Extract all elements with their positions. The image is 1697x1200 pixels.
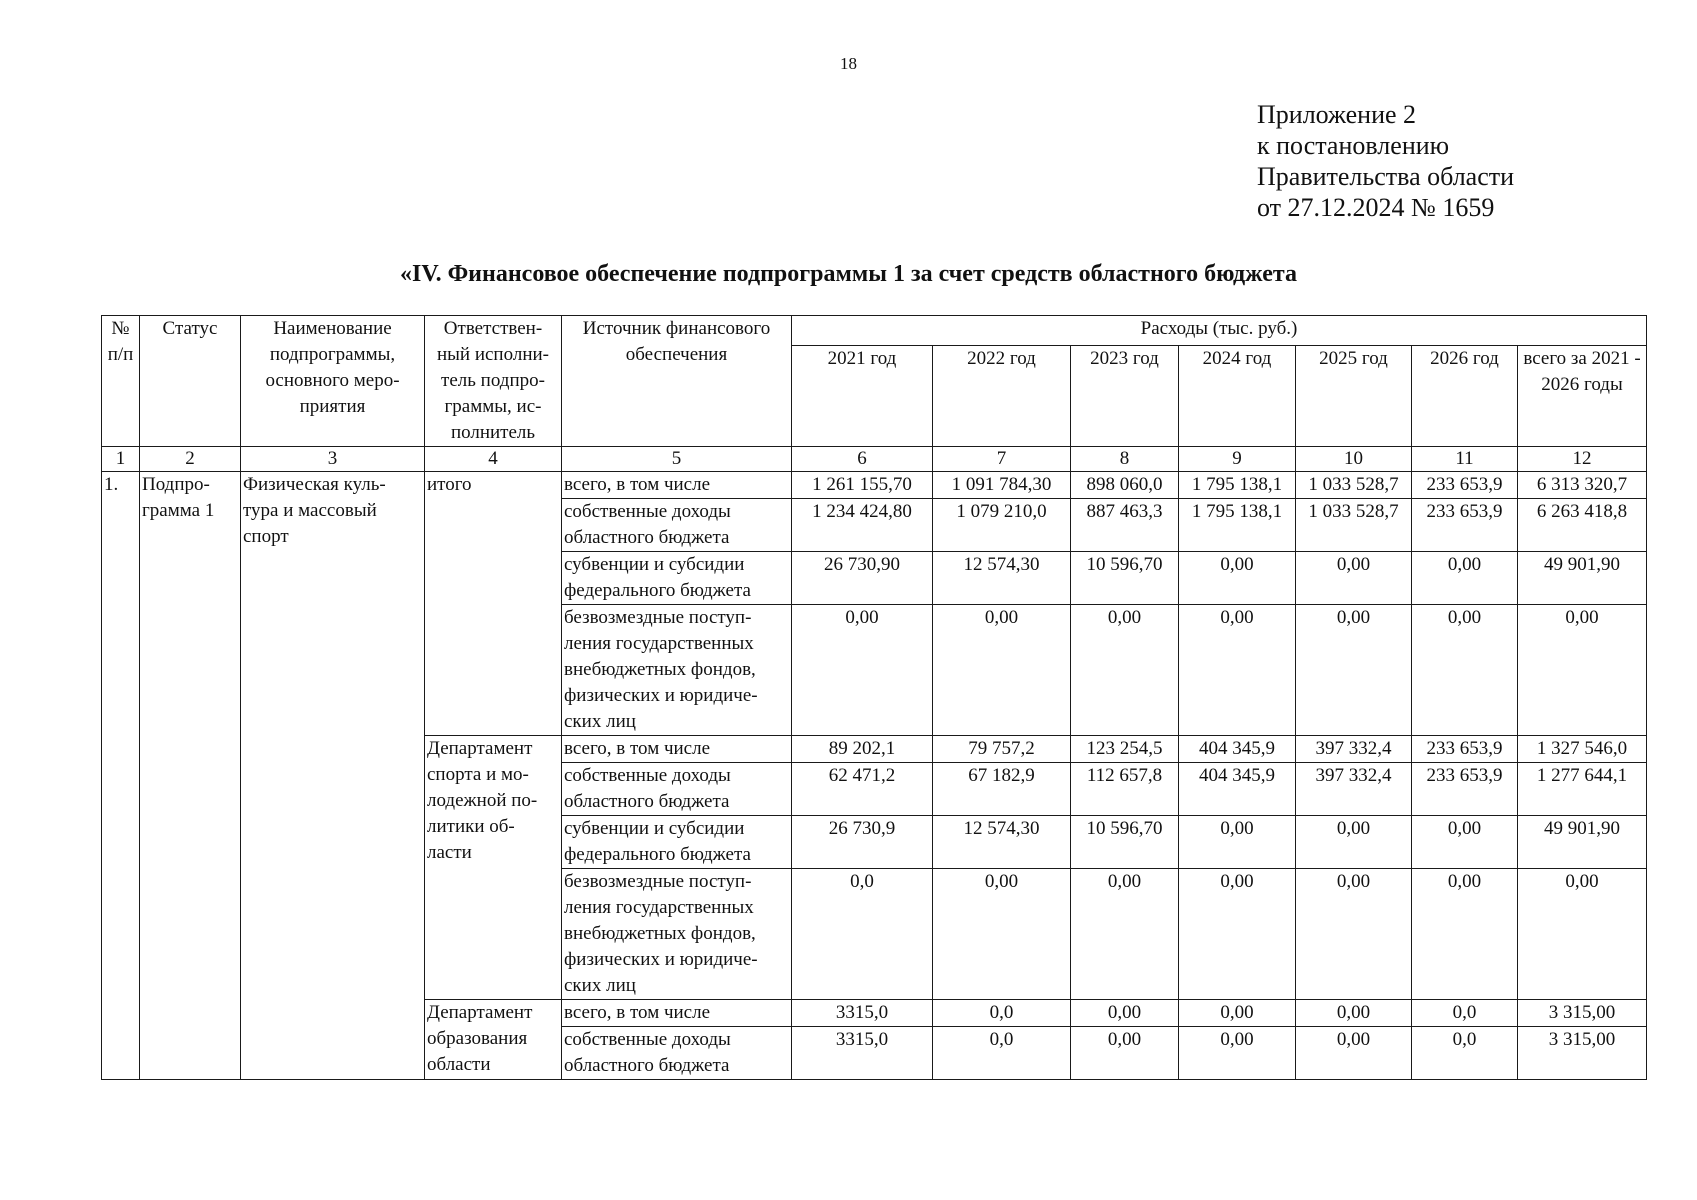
column-number: 6 xyxy=(792,447,933,472)
finance-table xyxy=(101,315,1647,1080)
header-year: 2026 год xyxy=(1412,346,1518,447)
column-number: 8 xyxy=(1071,447,1179,472)
value-cell: 1 033 528,7 xyxy=(1296,499,1412,552)
value-cell: 404 345,9 xyxy=(1179,763,1296,816)
value-cell: 0,00 xyxy=(1412,869,1518,1000)
value-cell: 3315,0 xyxy=(792,1027,933,1080)
header-no: № п/п xyxy=(102,316,140,447)
value-cell: 1 091 784,30 xyxy=(933,472,1071,499)
value-cell: 0,00 xyxy=(1296,552,1412,605)
value-cell: 1 079 210,0 xyxy=(933,499,1071,552)
table-row xyxy=(102,472,1647,499)
value-cell: 1 795 138,1 xyxy=(1179,499,1296,552)
value-cell: 112 657,8 xyxy=(1071,763,1179,816)
value-cell: 1 234 424,80 xyxy=(792,499,933,552)
value-cell: 0,0 xyxy=(1412,1027,1518,1080)
row-status: Подпро- грамма 1 xyxy=(140,472,241,1080)
header-year: 2024 год xyxy=(1179,346,1296,447)
value-cell: 0,00 xyxy=(1179,1000,1296,1027)
value-cell: 0,00 xyxy=(1179,869,1296,1000)
value-cell: 0,00 xyxy=(1179,816,1296,869)
row-source: безвозмездные поступ- ления государственных внебюджетных фондов, физических и юридиче- ских лиц xyxy=(562,605,792,736)
value-cell: 1 261 155,70 xyxy=(792,472,933,499)
value-cell: 49 901,90 xyxy=(1518,552,1647,605)
value-cell: 3 315,00 xyxy=(1518,1000,1647,1027)
value-cell: 0,00 xyxy=(1071,1000,1179,1027)
row-source: безвозмездные поступ- ления государственных внебюджетных фондов, физических и юридиче- ских лиц xyxy=(562,869,792,1000)
appendix-block xyxy=(1257,99,1514,223)
row-executor: Департамент спорта и мо- лодежной по- литики об- ласти xyxy=(425,736,562,1000)
header-year: 2023 год xyxy=(1071,346,1179,447)
header-year: 2022 год xyxy=(933,346,1071,447)
value-cell: 6 313 320,7 xyxy=(1518,472,1647,499)
column-number: 2 xyxy=(140,447,241,472)
value-cell: 49 901,90 xyxy=(1518,816,1647,869)
appendix-line: Приложение 2 xyxy=(1257,100,1417,129)
header-executor: Ответствен- ный исполни- тель подпро- граммы, ис- полнитель xyxy=(425,316,562,447)
value-cell: 0,0 xyxy=(933,1027,1071,1080)
value-cell: 89 202,1 xyxy=(792,736,933,763)
row-executor: итого xyxy=(425,472,562,736)
document-title: «IV. Финансовое обеспечение подпрограммы 1 за счет средств областного бюджета xyxy=(399,261,1297,287)
value-cell: 898 060,0 xyxy=(1071,472,1179,499)
value-cell: 0,00 xyxy=(1412,816,1518,869)
header-expenses: Расходы (тыс. руб.) xyxy=(792,316,1647,346)
value-cell: 0,00 xyxy=(933,869,1071,1000)
value-cell: 0,00 xyxy=(1412,552,1518,605)
value-cell: 0,00 xyxy=(1518,605,1647,736)
value-cell: 6 263 418,8 xyxy=(1518,499,1647,552)
value-cell: 397 332,4 xyxy=(1296,763,1412,816)
appendix-line: от 27.12.2024 № 1659 xyxy=(1257,193,1495,222)
column-number: 10 xyxy=(1296,447,1412,472)
value-cell: 0,0 xyxy=(933,1000,1071,1027)
value-cell: 62 471,2 xyxy=(792,763,933,816)
row-source: всего, в том числе xyxy=(562,472,792,499)
column-number: 3 xyxy=(241,447,425,472)
header-year-total: всего за 2021 - 2026 годы xyxy=(1518,346,1647,447)
value-cell: 0,00 xyxy=(792,605,933,736)
value-cell: 3 315,00 xyxy=(1518,1027,1647,1080)
header-status: Статус xyxy=(140,316,241,447)
column-number: 4 xyxy=(425,447,562,472)
value-cell: 1 795 138,1 xyxy=(1179,472,1296,499)
value-cell: 0,00 xyxy=(933,605,1071,736)
value-cell: 0,00 xyxy=(1296,605,1412,736)
row-source: субвенции и субсидии федерального бюджета xyxy=(562,552,792,605)
row-source: всего, в том числе xyxy=(562,736,792,763)
value-cell: 10 596,70 xyxy=(1071,816,1179,869)
page-number: 18 xyxy=(840,54,857,73)
value-cell: 0,00 xyxy=(1179,1027,1296,1080)
column-numbers-row xyxy=(102,447,1647,472)
value-cell: 0,00 xyxy=(1071,1027,1179,1080)
column-number: 5 xyxy=(562,447,792,472)
value-cell: 0,00 xyxy=(1296,1000,1412,1027)
row-source: собственные доходы областного бюджета xyxy=(562,763,792,816)
value-cell: 0,00 xyxy=(1179,552,1296,605)
row-source: собственные доходы областного бюджета xyxy=(562,1027,792,1080)
value-cell: 0,00 xyxy=(1179,605,1296,736)
value-cell: 3315,0 xyxy=(792,1000,933,1027)
value-cell: 887 463,3 xyxy=(1071,499,1179,552)
appendix-line: Правительства области xyxy=(1257,162,1515,191)
value-cell: 0,00 xyxy=(1412,605,1518,736)
value-cell: 233 653,9 xyxy=(1412,472,1518,499)
column-number: 7 xyxy=(933,447,1071,472)
value-cell: 1 033 528,7 xyxy=(1296,472,1412,499)
value-cell: 1 277 644,1 xyxy=(1518,763,1647,816)
value-cell: 0,0 xyxy=(1412,1000,1518,1027)
header-year: 2021 год xyxy=(792,346,933,447)
value-cell: 67 182,9 xyxy=(933,763,1071,816)
appendix-line: к постановлению xyxy=(1257,131,1450,160)
column-number: 9 xyxy=(1179,447,1296,472)
row-source: субвенции и субсидии федерального бюджета xyxy=(562,816,792,869)
value-cell: 1 327 546,0 xyxy=(1518,736,1647,763)
value-cell: 10 596,70 xyxy=(1071,552,1179,605)
value-cell: 0,0 xyxy=(792,869,933,1000)
value-cell: 12 574,30 xyxy=(933,816,1071,869)
value-cell: 404 345,9 xyxy=(1179,736,1296,763)
value-cell: 26 730,9 xyxy=(792,816,933,869)
row-source: всего, в том числе xyxy=(562,1000,792,1027)
column-number: 1 xyxy=(102,447,140,472)
value-cell: 123 254,5 xyxy=(1071,736,1179,763)
value-cell: 0,00 xyxy=(1518,869,1647,1000)
value-cell: 0,00 xyxy=(1071,869,1179,1000)
row-number: 1. xyxy=(102,472,140,1080)
value-cell: 233 653,9 xyxy=(1412,763,1518,816)
value-cell: 0,00 xyxy=(1296,816,1412,869)
column-number: 12 xyxy=(1518,447,1647,472)
column-number: 11 xyxy=(1412,447,1518,472)
row-executor: Департамент образования области xyxy=(425,1000,562,1080)
value-cell: 79 757,2 xyxy=(933,736,1071,763)
header-source: Источник финансового обеспечения xyxy=(562,316,792,447)
header-row xyxy=(102,316,1647,346)
value-cell: 26 730,90 xyxy=(792,552,933,605)
value-cell: 12 574,30 xyxy=(933,552,1071,605)
value-cell: 0,00 xyxy=(1296,869,1412,1000)
header-name: Наименование подпрограммы, основного меро- приятия xyxy=(241,316,425,447)
header-year: 2025 год xyxy=(1296,346,1412,447)
value-cell: 233 653,9 xyxy=(1412,736,1518,763)
value-cell: 397 332,4 xyxy=(1296,736,1412,763)
value-cell: 0,00 xyxy=(1071,605,1179,736)
value-cell: 0,00 xyxy=(1296,1027,1412,1080)
row-name: Физическая куль- тура и массовый спорт xyxy=(241,472,425,1080)
row-source: собственные доходы областного бюджета xyxy=(562,499,792,552)
value-cell: 233 653,9 xyxy=(1412,499,1518,552)
